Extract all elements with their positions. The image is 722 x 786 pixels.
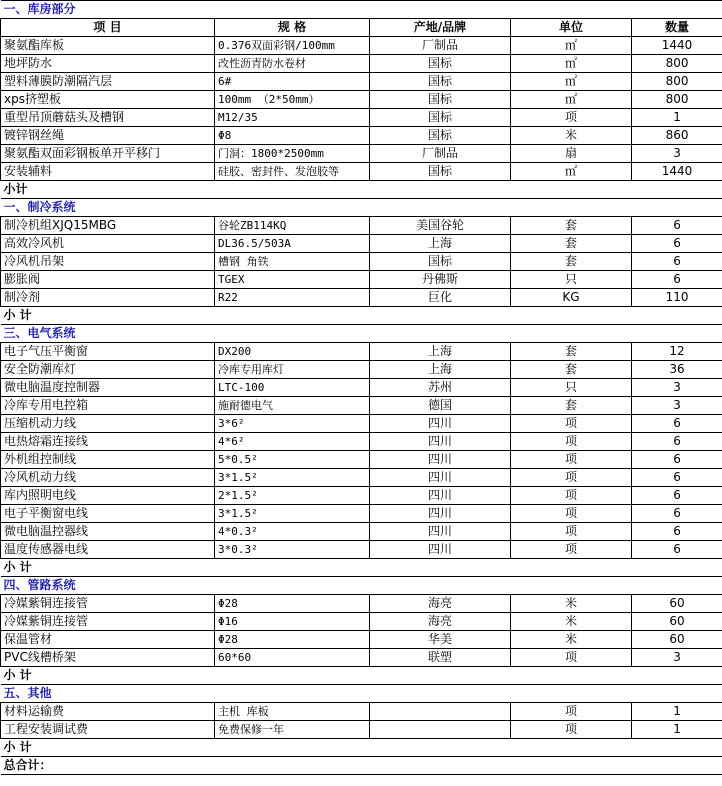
cell-item: 地坪防水 [1, 55, 215, 73]
cell-qty: 800 [632, 91, 722, 109]
cell-spec: 60*60 [215, 649, 370, 667]
cell-origin: 四川 [370, 523, 511, 541]
cell-origin: 国标 [370, 127, 511, 145]
cell-item: 镀锌钢丝绳 [1, 127, 215, 145]
table-row [1, 361, 722, 379]
cell-spec: 冷库专用库灯 [215, 361, 370, 379]
table-row [1, 253, 722, 271]
table-row [1, 505, 722, 523]
cell-spec: 槽钢 角铁 [215, 253, 370, 271]
cell-spec: 4*6² [215, 433, 370, 451]
section-title-row [1, 577, 722, 595]
cell-item: 电热熔霜连接线 [1, 433, 215, 451]
cell-unit: ㎡ [511, 163, 632, 181]
cell-origin: 国标 [370, 163, 511, 181]
table-row [1, 451, 722, 469]
section-title: 五、其他 [1, 685, 722, 703]
cell-unit: 套 [511, 235, 632, 253]
cell-spec: 施耐德电气 [215, 397, 370, 415]
table-row [1, 145, 722, 163]
cell-origin [370, 703, 511, 721]
cell-origin: 丹佛斯 [370, 271, 511, 289]
cell-spec: 2*1.5² [215, 487, 370, 505]
subtotal-label: 小 计 [1, 559, 722, 577]
cell-item: 聚氨酯双面彩钢板单开平移门 [1, 145, 215, 163]
table-row [1, 379, 722, 397]
table-row [1, 397, 722, 415]
table-row [1, 595, 722, 613]
cell-item: PVC线槽桥架 [1, 649, 215, 667]
cell-unit: 项 [511, 433, 632, 451]
cell-origin: 厂制品 [370, 37, 511, 55]
cell-item: 保温管材 [1, 631, 215, 649]
cell-unit: 项 [511, 541, 632, 559]
cell-qty: 6 [632, 253, 722, 271]
cell-item: 压缩机动力线 [1, 415, 215, 433]
cell-unit: 米 [511, 631, 632, 649]
table-row [1, 433, 722, 451]
cell-unit: 项 [511, 415, 632, 433]
cell-item: 高效冷风机 [1, 235, 215, 253]
cell-item: 微电脑温控器线 [1, 523, 215, 541]
cell-spec: TGEX [215, 271, 370, 289]
cell-spec: 改性沥青防水卷材 [215, 55, 370, 73]
cell-item: 冷风机动力线 [1, 469, 215, 487]
cell-origin: 四川 [370, 469, 511, 487]
cell-item: 安全防潮库灯 [1, 361, 215, 379]
cell-item: 外机组控制线 [1, 451, 215, 469]
table-row [1, 37, 722, 55]
cell-unit: 套 [511, 343, 632, 361]
cell-origin: 国标 [370, 109, 511, 127]
cell-origin: 上海 [370, 235, 511, 253]
table-row [1, 631, 722, 649]
cell-origin: 巨化 [370, 289, 511, 307]
cell-unit: 只 [511, 379, 632, 397]
cell-origin: 四川 [370, 433, 511, 451]
cell-origin: 联塑 [370, 649, 511, 667]
cell-origin: 苏州 [370, 379, 511, 397]
header-origin: 产地/品牌 [370, 19, 511, 37]
cell-spec: Φ28 [215, 631, 370, 649]
grand-total-label: 总合计： [1, 757, 722, 775]
cell-item: 制冷机组XJQ15MBG [1, 217, 215, 235]
cell-unit: 米 [511, 613, 632, 631]
cell-item: 重型吊顶蘑菇头及槽钢 [1, 109, 215, 127]
cell-origin: 国标 [370, 253, 511, 271]
section-title-row [1, 685, 722, 703]
cell-unit: KG [511, 289, 632, 307]
cell-origin: 四川 [370, 505, 511, 523]
subtotal-label-row [1, 667, 722, 685]
cell-item: 制冷剂 [1, 289, 215, 307]
cell-qty: 1440 [632, 37, 722, 55]
cell-origin: 上海 [370, 343, 511, 361]
cell-item: 安装辅料 [1, 163, 215, 181]
cell-unit: 只 [511, 271, 632, 289]
cell-origin: 四川 [370, 541, 511, 559]
table-row [1, 523, 722, 541]
cell-qty: 3 [632, 649, 722, 667]
section-title: 一、制冷系统 [1, 199, 722, 217]
table-row [1, 541, 722, 559]
table-row [1, 91, 722, 109]
cell-qty: 6 [632, 469, 722, 487]
table-row [1, 127, 722, 145]
cell-qty: 3 [632, 379, 722, 397]
cell-qty: 6 [632, 451, 722, 469]
cell-spec: 3*0.3² [215, 541, 370, 559]
cell-unit: 扇 [511, 145, 632, 163]
cell-unit: 套 [511, 253, 632, 271]
cell-item: 聚氨酯库板 [1, 37, 215, 55]
cell-spec: 0.376双面彩钢/100mm [215, 37, 370, 55]
cell-origin: 美国谷轮 [370, 217, 511, 235]
subtotal-label-row [1, 739, 722, 757]
cell-origin: 国标 [370, 73, 511, 91]
header-unit: 单位 [511, 19, 632, 37]
table-row [1, 163, 722, 181]
cell-unit: 米 [511, 595, 632, 613]
cell-qty: 36 [632, 361, 722, 379]
cell-origin: 国标 [370, 91, 511, 109]
cell-origin: 上海 [370, 361, 511, 379]
cell-unit: ㎡ [511, 55, 632, 73]
cell-qty: 800 [632, 55, 722, 73]
cell-spec: 6# [215, 73, 370, 91]
cell-item: xps挤塑板 [1, 91, 215, 109]
cell-origin [370, 721, 511, 739]
table-row [1, 217, 722, 235]
table-row [1, 649, 722, 667]
cell-origin: 厂制品 [370, 145, 511, 163]
cell-unit: 项 [511, 721, 632, 739]
cell-qty: 6 [632, 235, 722, 253]
cell-spec: DX200 [215, 343, 370, 361]
table-row [1, 721, 722, 739]
cell-qty: 6 [632, 487, 722, 505]
cell-qty: 6 [632, 271, 722, 289]
cell-qty: 6 [632, 217, 722, 235]
cell-spec: 主机 库板 [215, 703, 370, 721]
subtotal-label-row [1, 307, 722, 325]
cell-qty: 1440 [632, 163, 722, 181]
cell-spec: M12/35 [215, 109, 370, 127]
cell-qty: 60 [632, 613, 722, 631]
cell-origin: 德国 [370, 397, 511, 415]
table-row [1, 271, 722, 289]
table-row [1, 415, 722, 433]
subtotal-label-row [1, 559, 722, 577]
cell-item: 冷风机吊架 [1, 253, 215, 271]
cell-spec: 3*1.5² [215, 469, 370, 487]
cell-item: 材料运输费 [1, 703, 215, 721]
section-title: 四、管路系统 [1, 577, 722, 595]
table-row [1, 73, 722, 91]
table-row [1, 109, 722, 127]
cell-origin: 四川 [370, 487, 511, 505]
cell-spec: R22 [215, 289, 370, 307]
table-row [1, 487, 722, 505]
cell-qty: 800 [632, 73, 722, 91]
cell-item: 库内照明电线 [1, 487, 215, 505]
cell-item: 微电脑温度控制器 [1, 379, 215, 397]
cell-unit: 套 [511, 217, 632, 235]
cell-item: 冷库专用电控箱 [1, 397, 215, 415]
cell-spec: 硅胶、密封件、发泡胶等 [215, 163, 370, 181]
table-header-row [1, 19, 722, 37]
cell-spec: 4*0.3² [215, 523, 370, 541]
section-title-row [1, 325, 722, 343]
cell-unit: 项 [511, 451, 632, 469]
cell-unit: 套 [511, 361, 632, 379]
section-title-row [1, 1, 722, 19]
cell-origin: 国标 [370, 55, 511, 73]
table-row [1, 289, 722, 307]
cell-qty: 60 [632, 631, 722, 649]
cell-qty: 6 [632, 415, 722, 433]
subtotal-label: 小计 [1, 181, 722, 199]
table-row [1, 55, 722, 73]
cell-item: 工程安装调试费 [1, 721, 215, 739]
cell-qty: 60 [632, 595, 722, 613]
header-spec: 规 格 [215, 19, 370, 37]
table-row [1, 703, 722, 721]
cell-unit: 项 [511, 505, 632, 523]
cell-spec: Φ28 [215, 595, 370, 613]
subtotal-label: 小 计 [1, 667, 722, 685]
cell-spec: 3*1.5² [215, 505, 370, 523]
cell-unit: 米 [511, 127, 632, 145]
cell-origin: 海亮 [370, 613, 511, 631]
table-row [1, 343, 722, 361]
cell-unit: 项 [511, 109, 632, 127]
grand-total-label-row [1, 757, 722, 775]
subtotal-label-row [1, 181, 722, 199]
cell-qty: 1 [632, 721, 722, 739]
cell-spec: 谷轮ZB114KQ [215, 217, 370, 235]
cell-unit: ㎡ [511, 37, 632, 55]
cell-unit: 项 [511, 649, 632, 667]
header-qty: 数量 [632, 19, 722, 37]
cell-spec: DL36.5/503A [215, 235, 370, 253]
cell-spec: 3*6² [215, 415, 370, 433]
cell-item: 膨胀阀 [1, 271, 215, 289]
cell-qty: 110 [632, 289, 722, 307]
cell-spec: 100mm （2*50mm） [215, 91, 370, 109]
table-row [1, 469, 722, 487]
quotation-table-body [1, 1, 722, 775]
cell-qty: 3 [632, 397, 722, 415]
cell-spec: Φ8 [215, 127, 370, 145]
cell-unit: 项 [511, 469, 632, 487]
section-title: 三、电气系统 [1, 325, 722, 343]
table-row [1, 235, 722, 253]
cell-item: 温度传感器电线 [1, 541, 215, 559]
cell-qty: 12 [632, 343, 722, 361]
section-title: 一、库房部分 [1, 1, 722, 19]
cell-spec: 门洞：1800*2500mm [215, 145, 370, 163]
cell-unit: ㎡ [511, 91, 632, 109]
subtotal-label: 小 计 [1, 307, 722, 325]
cell-qty: 3 [632, 145, 722, 163]
cell-origin: 海亮 [370, 595, 511, 613]
cell-qty: 6 [632, 433, 722, 451]
cell-spec: 5*0.5² [215, 451, 370, 469]
cell-qty: 6 [632, 541, 722, 559]
section-title-row [1, 199, 722, 217]
cell-unit: ㎡ [511, 73, 632, 91]
cell-unit: 项 [511, 703, 632, 721]
cell-item: 塑料薄膜防潮隔汽层 [1, 73, 215, 91]
cell-origin: 华美 [370, 631, 511, 649]
cell-item: 电子平衡窗电线 [1, 505, 215, 523]
cell-item: 电子气压平衡窗 [1, 343, 215, 361]
cell-qty: 860 [632, 127, 722, 145]
cell-item: 冷媒紫铜连接管 [1, 613, 215, 631]
cell-unit: 项 [511, 487, 632, 505]
cell-qty: 6 [632, 523, 722, 541]
cell-spec: 免费保修一年 [215, 721, 370, 739]
cell-origin: 四川 [370, 451, 511, 469]
table-row [1, 613, 722, 631]
header-item: 项 目 [1, 19, 215, 37]
cell-spec: Φ16 [215, 613, 370, 631]
cell-unit: 套 [511, 397, 632, 415]
cell-unit: 项 [511, 523, 632, 541]
cell-qty: 1 [632, 109, 722, 127]
cell-spec: LTC-100 [215, 379, 370, 397]
cell-origin: 四川 [370, 415, 511, 433]
subtotal-label: 小 计 [1, 739, 722, 757]
cell-qty: 6 [632, 505, 722, 523]
cell-qty: 1 [632, 703, 722, 721]
cell-item: 冷媒紫铜连接管 [1, 595, 215, 613]
